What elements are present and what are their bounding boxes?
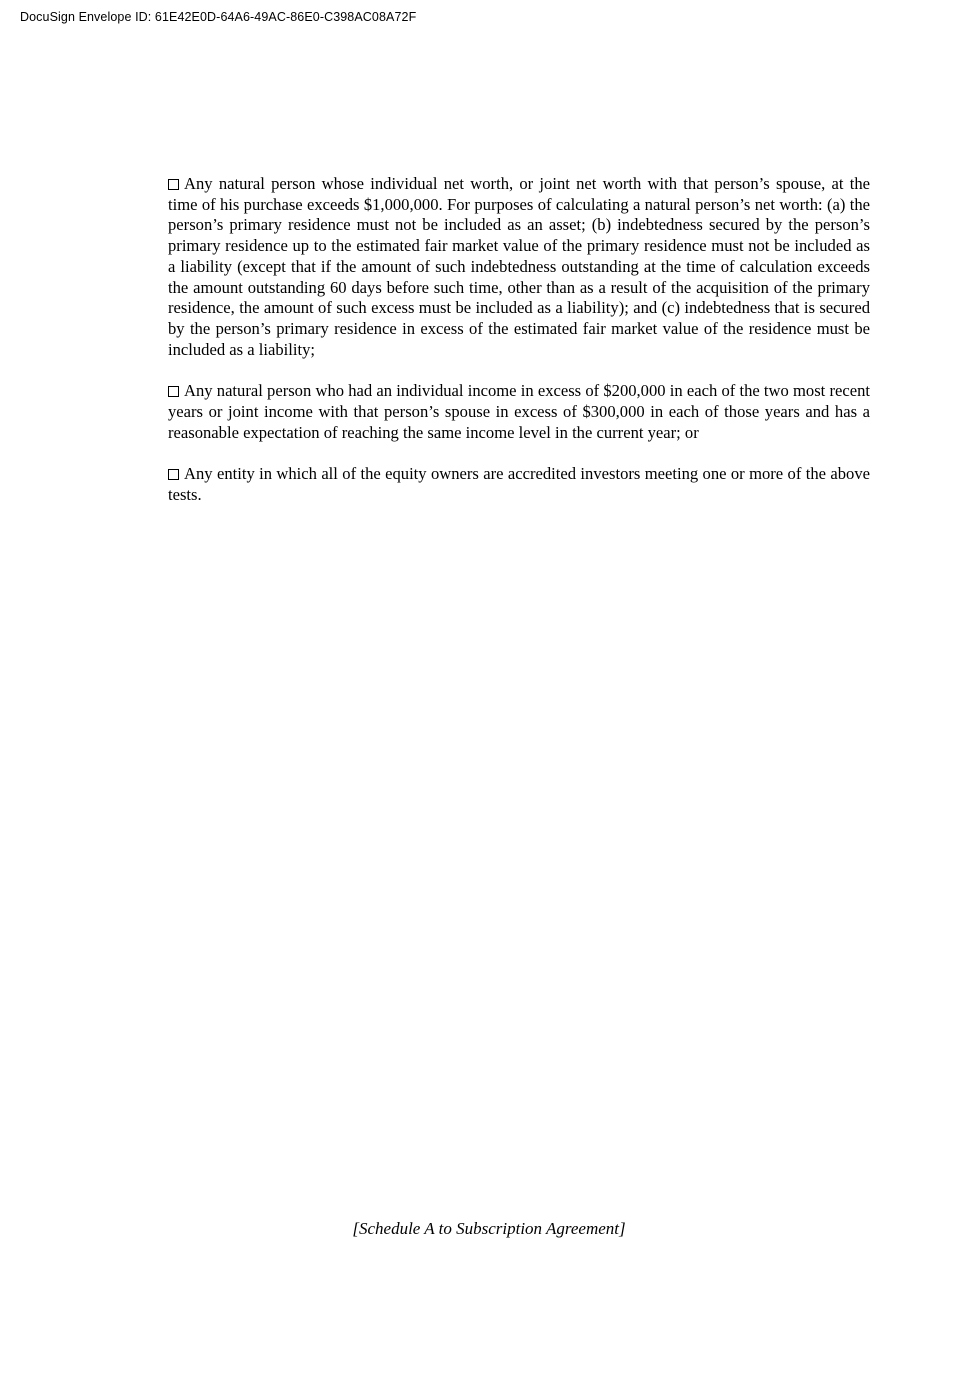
net-worth-checkbox[interactable] <box>168 179 179 190</box>
schedule-caption: [Schedule A to Subscription Agreement] <box>352 1219 626 1238</box>
criterion-text: Any natural person who had an individual income in excess of $200,000 in each of the two most recent years or joint income with that person’s spouse in excess of $300,000 in each of those years and has a reasonable expectation of reaching the same income level in the current year; or <box>168 381 870 442</box>
accreditation-criteria <box>168 174 870 527</box>
income-checkbox[interactable] <box>168 386 179 397</box>
docusign-envelope-id: DocuSign Envelope ID: 61E42E0D-64A6-49AC-86E0-C398AC08A72F <box>20 10 417 24</box>
criterion-entity <box>168 464 870 505</box>
criterion-income <box>168 381 870 443</box>
entity-checkbox[interactable] <box>168 469 179 480</box>
criterion-text: Any natural person whose individual net worth, or joint net worth with that person’s spouse, at the time of his purchase exceeds $1,000,000. For purposes of calculating a natural person’s net worth: (a) the person’s primary residence must not be included as an asset; (b) indebtedness secured by the person’s primary residence up to the estimated fair market value of the primary residence must not be included as a liability (except that if the amount of such indebtedness outstanding at the time of calculation exceeds the amount outstanding 60 days before such time, other than as a result of the acquisition of the primary residence, the amount of such excess must be included as a liability); and (c) indebtedness that is secured by the person’s primary residence in excess of the estimated fair market value of the residence must be included as a liability; <box>168 174 870 359</box>
criterion-net-worth <box>168 174 870 360</box>
criterion-text: Any entity in which all of the equity owners are accredited investors meeting one or more of the above tests. <box>168 464 870 505</box>
